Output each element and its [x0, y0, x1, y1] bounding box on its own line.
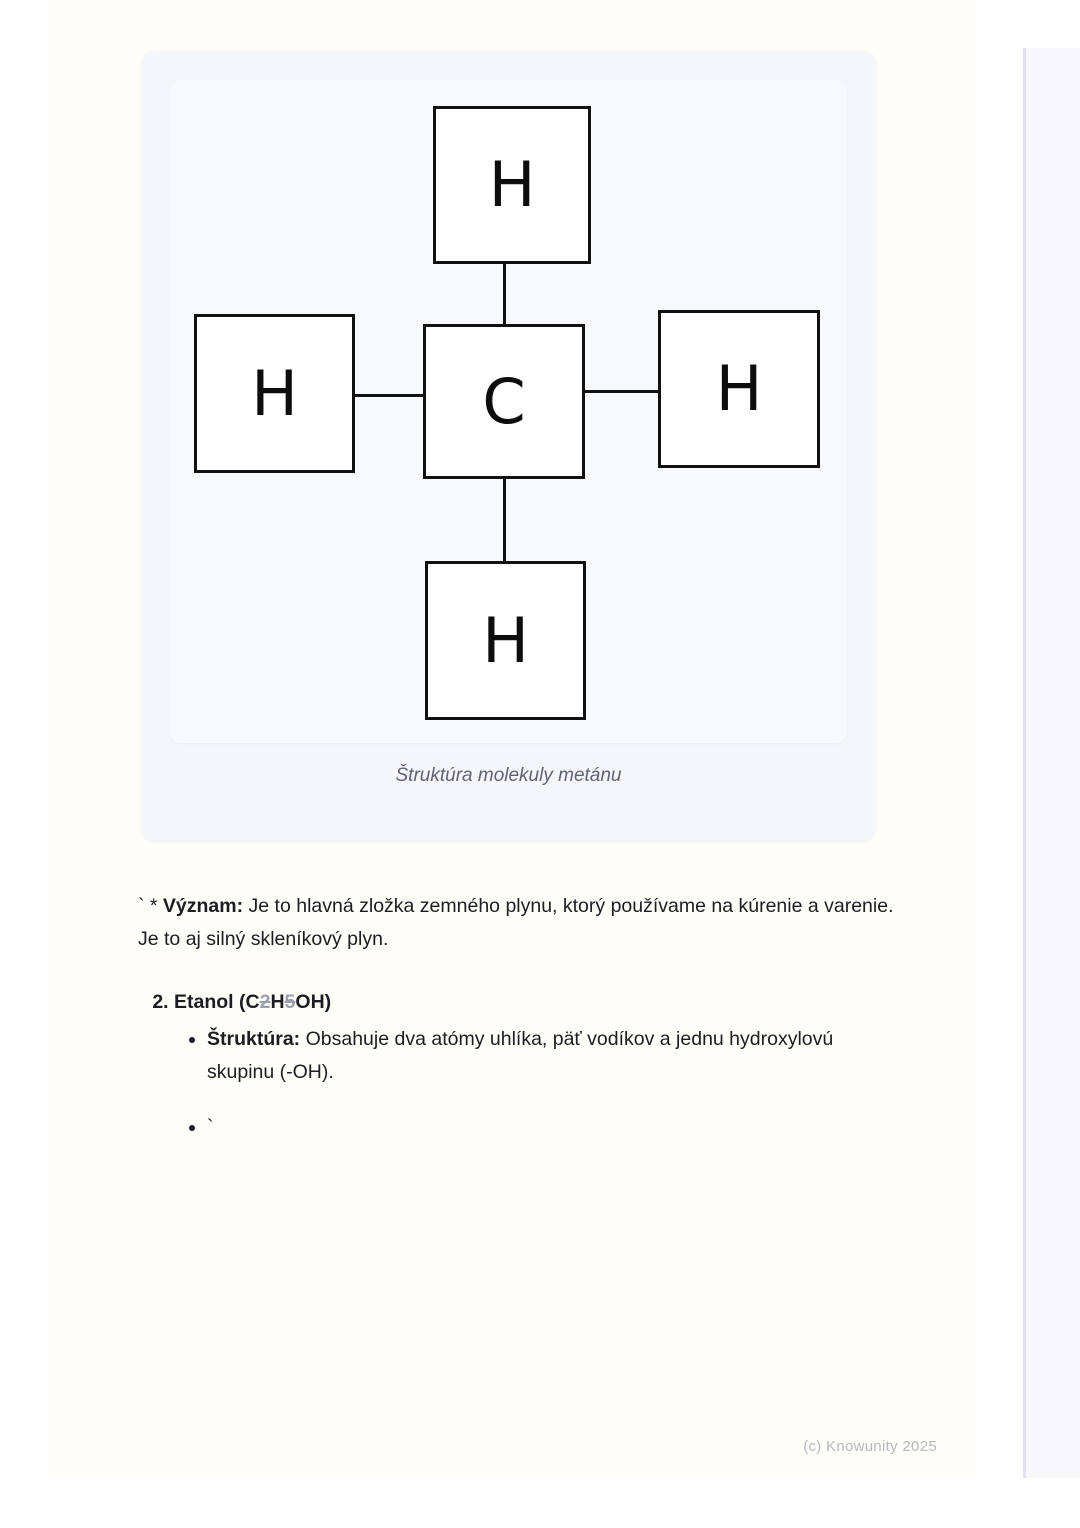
figure-caption: Štruktúra molekuly metánu: [395, 765, 622, 786]
bond-carbon-hydrogen-top: [503, 261, 506, 327]
atom-box-hydrogen-left: [194, 314, 355, 473]
atom-label-hydrogen-right: H: [715, 352, 763, 425]
bond-carbon-hydrogen-right: [582, 390, 661, 393]
heading-ethanol-subscript-5: 5: [284, 991, 296, 1013]
ethanol-detail-list: [174, 1023, 898, 1144]
markdown-artifact-prefix: ` *: [138, 895, 163, 917]
label-vyznam: Význam:: [162, 895, 244, 917]
compound-list: [138, 986, 898, 1144]
paragraph-methane-text: Je to hlavná zložka zemného plynu, ktorý používame na kúrenie a varenie. Je to aj silný skleníkový plyn.: [138, 895, 894, 950]
page-sheet: [48, 0, 975, 1478]
atom-box-hydrogen-top: [433, 106, 591, 264]
article-body: [138, 890, 898, 1144]
paragraph-methane-significance: [138, 890, 898, 956]
bullet-trailing-artifact-text: `: [207, 1116, 214, 1138]
bullet-struktura-text: Obsahuje dva atómy uhlíka, päť vodíkov a jednu hydroxylovú skupinu (-OH).: [207, 1028, 834, 1083]
atom-label-hydrogen-bottom: H: [482, 603, 529, 677]
scroll-rail[interactable]: [1023, 48, 1080, 1478]
heading-ethanol-subscript-2: 2: [259, 991, 271, 1013]
atom-box-hydrogen-right: [658, 310, 820, 468]
label-struktura: Štruktúra:: [207, 1028, 301, 1050]
heading-ethanol-suffix: OH): [295, 991, 332, 1013]
atom-label-hydrogen-left: H: [251, 356, 298, 430]
heading-ethanol-prefix: Etanol (C: [174, 991, 260, 1013]
atom-label-carbon: C: [482, 364, 526, 438]
heading-ethanol-mid: H: [270, 991, 285, 1013]
footer-watermark: (c) Knowunity 2025: [803, 1438, 937, 1455]
atom-label-hydrogen-top: H: [488, 148, 536, 221]
bullet-struktura: [207, 1023, 898, 1089]
methane-molecule-diagram: [141, 51, 876, 751]
list-item-ethanol: [174, 986, 898, 1144]
atom-box-hydrogen-bottom: [425, 561, 586, 720]
bullet-trailing-artifact: [207, 1111, 898, 1144]
bond-carbon-hydrogen-left: [352, 394, 426, 397]
bond-carbon-hydrogen-bottom: [503, 476, 506, 564]
figure-card: [141, 51, 876, 841]
atom-box-carbon-center: [423, 324, 585, 479]
